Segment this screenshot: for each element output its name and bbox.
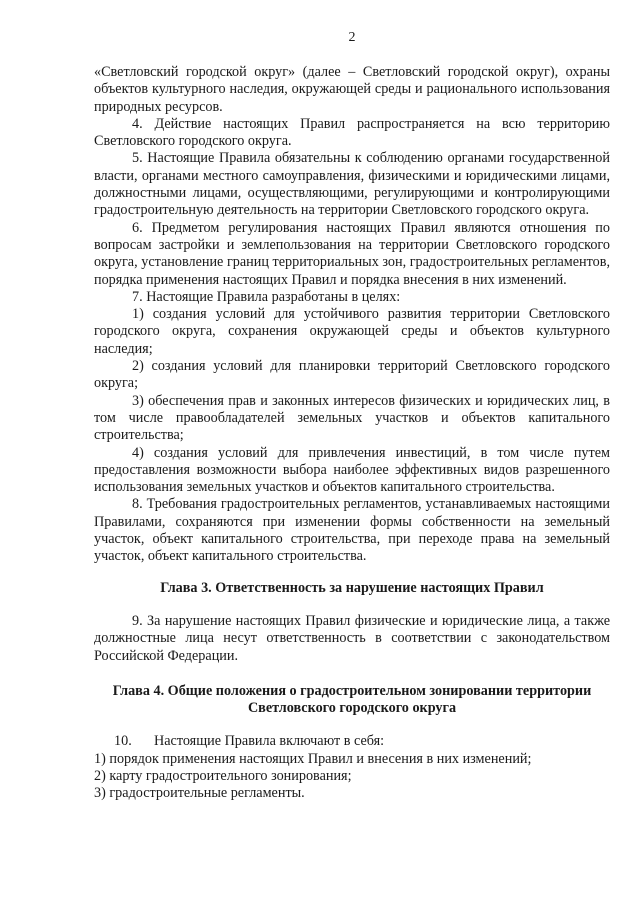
contents-list (94, 751, 610, 803)
chapter-4-heading-line2: Светловского городского округа (247, 700, 457, 717)
chapter-4-heading-line1: Глава 4. Общие положения о градостроительном зонировании территории (112, 682, 592, 699)
goal-item-3: 3) обеспечения прав и законных интересов физических и юридических лиц, в том числе правообладателей земельных участков и объектов капитального строительства; (94, 392, 610, 444)
page-number: 2 (348, 30, 356, 45)
paragraph-10-text: Настоящие Правила включают в себя: (154, 733, 385, 750)
paragraph-10-number: 10. (114, 733, 132, 750)
paragraph-9: 9. За нарушение настоящих Правил физические и юридические лица, а также должностные лица несут ответственность в соответствии с законодательством Российской Федерации. (94, 612, 610, 664)
contents-item-3: 3) градостроительные регламенты. (94, 785, 305, 802)
chapter-3-heading: Глава 3. Ответственность за нарушение настоящих Правил (160, 579, 544, 596)
goal-item-2: 2) создания условий для планировки территорий Светловского городского округа; (94, 358, 610, 392)
paragraph-continuation: «Светловский городской округ» (далее – Светловский городской округ), охраны объектов культурного наследия, окружающей среды и рационального использования природных ресурсов. (94, 64, 610, 115)
section-body (94, 64, 610, 566)
goal-item-4: 4) создания условий для привлечения инвестиций, в том числе путем предоставления возможности выбора наиболее эффективных видов разрешенного использования земельных участков и объектов капитального строительства. (94, 444, 610, 496)
paragraph-7: 7. Настоящие Правила разработаны в целях: (132, 288, 401, 305)
paragraph-5: 5. Настоящие Правила обязательны к соблюдению органами государственной власти, органами местного самоуправления, физическими и юридическими лицами, должностными лицами, осуществляющими, регулирующими и контролирующими градостроительную деятельность на территории Светловского городского округа. (94, 150, 610, 219)
paragraph-10 (94, 733, 610, 750)
contents-item-1: 1) порядок применения настоящих Правил и внесения в них изменений; (94, 750, 532, 767)
contents-item-2: 2) карту градостроительного зонирования; (94, 767, 352, 784)
paragraph-6: 6. Предметом регулирования настоящих Правил являются отношения по вопросам застройки и землепользования на территории Светловского городского округа, установление границ территориальных зон, градостроительных регламентов, порядка применения настоящих Правил и порядка внесения в них изменений. (94, 219, 610, 288)
chapter-4-heading (94, 683, 610, 718)
paragraph-8: 8. Требования градостроительных регламентов, устанавливаемых настоящими Правилами, сохраняются при изменении формы собственности на земельный участок, объект капитального строительства, при переходе права на земельный участок, объект капитального строительства. (94, 496, 610, 565)
goal-item-1: 1) создания условий для устойчивого развития территории Светловского городского округа, сохранения окружающей среды и объектов культурного наследия; (94, 306, 610, 357)
paragraph-4: 4. Действие настоящих Правил распространяется на всю территорию Светловского городского округа. (94, 115, 610, 150)
